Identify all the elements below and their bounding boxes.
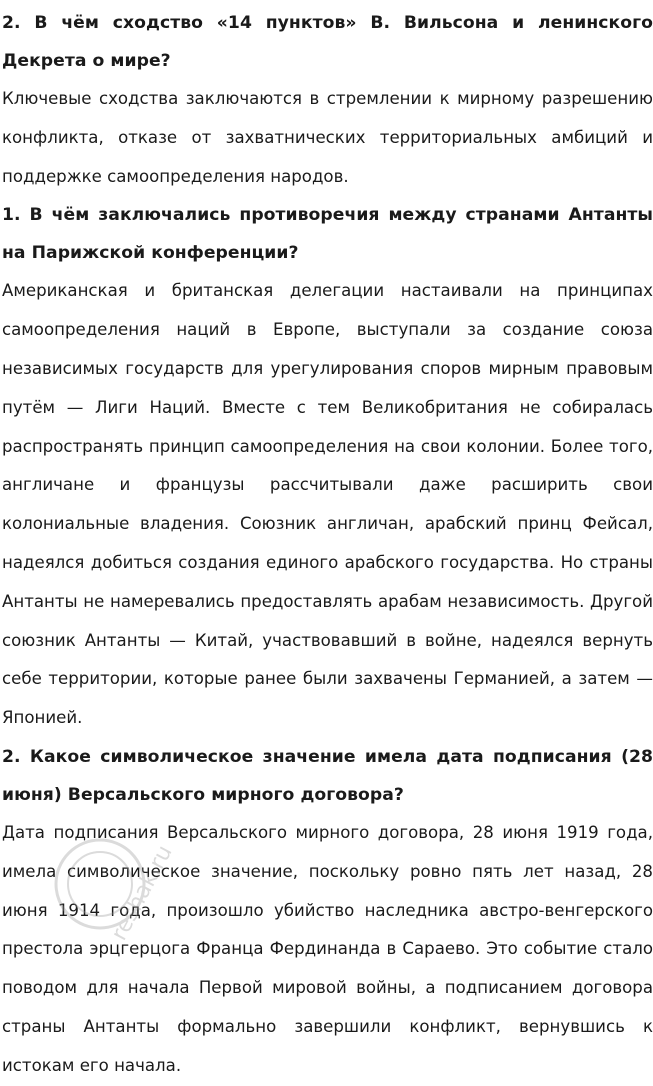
answer-paragraph: Ключевые сходства заключаются в стремлении к мирному разрешению конфликта, отказе от захватнических территориальных амбиций и поддержке самоопределения народов. xyxy=(2,89,653,186)
answer-paragraph: Дата подписания Версальского мирного договора, 28 июня 1919 года, имела символическое значение, поскольку ровно пять лет назад, 28 июня 1914 года, произошло убийство наследника австро-венгерского престола эрцгерцога Франца Фердинанда в Сараево. Это событие стало поводом для начала Первой мировой войны, а подписанием договора страны Антанты формально завершили конфликт, вернувшись к истокам его начала. xyxy=(2,822,653,1075)
qa-block-3 xyxy=(2,738,653,1086)
qa-block-1 xyxy=(2,4,653,196)
question-heading: 2. Какое символическое значение имела дата подписания (28 июня) Версальского мирного договора? xyxy=(2,746,653,805)
answer-paragraph: Американская и британская делегации настаивали на принципах самоопределения наций в Европе, выступали за создание союза независимых государств для урегулирования споров мирным правовым путём — Лиги Наций. Вместе с тем Великобритания не собиралась распространять принцип самоопределения на свои колонии. Более того, англичане и французы рассчитывали даже расширить свои колониальные владения. Союзник англичан, арабский принц Фейсал, надеялся добиться создания единого арабского государства. Но страны Антанты не намеревались предоставлять арабам независимость. Другой союзник Антанты — Китай, участвовавший в войне, надеялся вернуть себе территории, которые ранее были захвачены Германией, а затем — Японией. xyxy=(2,281,653,728)
watermark-text: reshak.ru xyxy=(106,841,178,945)
question-heading: 2. В чём сходство «14 пунктов» В. Вильсона и ленинского Декрета о мире? xyxy=(2,13,653,71)
qa-block-2 xyxy=(2,196,653,738)
question-heading: 1. В чём заключались противоречия между странами Антанты на Парижской конференции? xyxy=(2,205,653,264)
